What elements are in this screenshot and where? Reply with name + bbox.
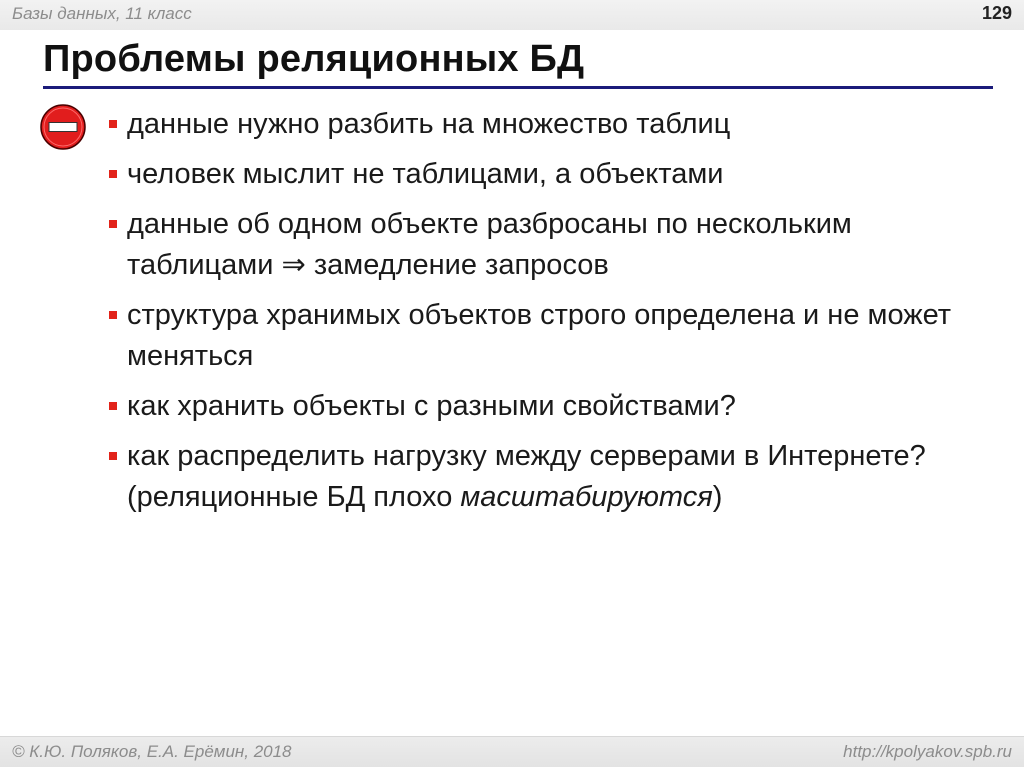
course-label: Базы данных, 11 класс xyxy=(12,4,192,23)
bullet-text-part: как распределить нагрузку между серверами в Интернете? (реляционные БД плохо xyxy=(127,440,926,513)
implies-arrow: ⇒ xyxy=(281,249,306,281)
bullet-marker xyxy=(109,120,117,128)
stop-sign-icon xyxy=(40,104,86,150)
header-bar xyxy=(0,0,1024,30)
bullet-marker xyxy=(109,452,117,460)
bullet-item xyxy=(105,295,985,377)
bullet-marker xyxy=(109,402,117,410)
bullet-text-part: ) xyxy=(712,481,723,513)
bullet-marker xyxy=(109,170,117,178)
footer-bar xyxy=(0,736,1024,767)
bullet-marker xyxy=(109,220,117,228)
bullet-text-part: данные об одном объекте разбросаны по нескольким таблицами xyxy=(127,208,852,281)
bullet-item xyxy=(105,104,985,145)
bullet-list xyxy=(105,104,985,527)
bullet-item xyxy=(105,436,985,518)
bullet-text xyxy=(127,440,926,513)
bullet-text: как хранить объекты с разными свойствами? xyxy=(127,390,736,422)
bullet-marker xyxy=(109,311,117,319)
title-divider xyxy=(43,86,993,89)
bullet-text: данные нужно разбить на множество таблиц xyxy=(127,108,731,140)
footer-author: © К.Ю. Поляков, Е.А. Ерёмин, 2018 xyxy=(12,742,292,761)
bullet-text xyxy=(127,208,852,281)
page-number: 129 xyxy=(981,3,1012,23)
bullet-item xyxy=(105,154,985,195)
bullet-text: человек мыслит не таблицами, а объектами xyxy=(127,158,724,190)
bullet-item xyxy=(105,204,985,286)
bullet-item xyxy=(105,386,985,427)
footer-url-link[interactable]: http://kpolyakov.spb.ru xyxy=(843,742,1012,761)
bullet-text: структура хранимых объектов строго определена и не может меняться xyxy=(127,299,952,372)
page-title: Проблемы реляционных БД xyxy=(43,38,585,80)
emphasized-word: масштабируются xyxy=(460,481,713,513)
bullet-text-part: замедление запросов xyxy=(313,249,609,281)
